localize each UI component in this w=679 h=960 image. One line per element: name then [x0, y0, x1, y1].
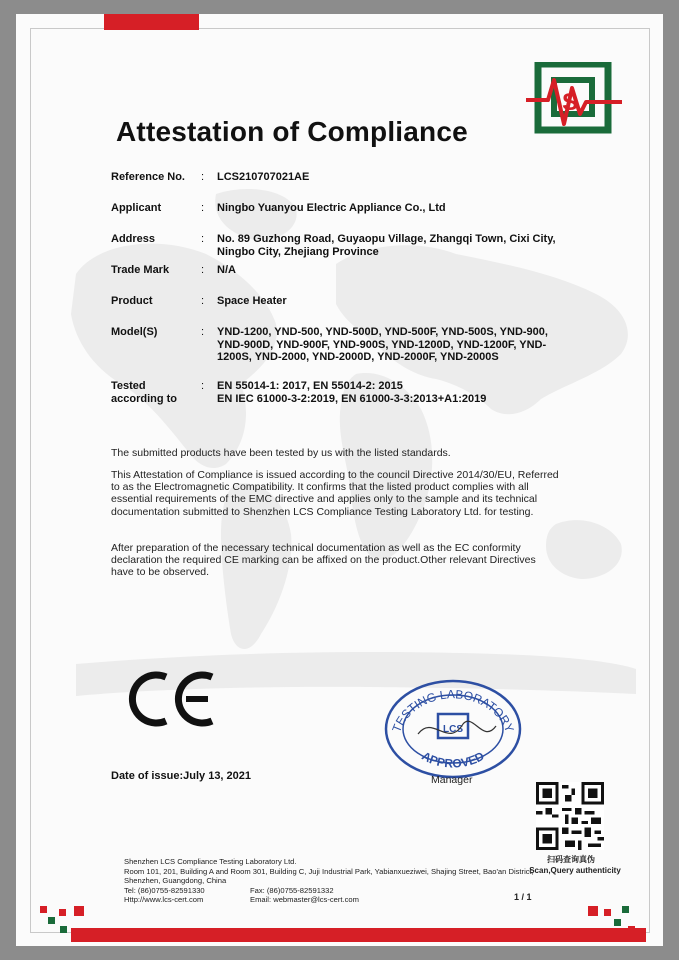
- lcs-logo: [524, 62, 624, 142]
- manager-label: Manager: [431, 774, 473, 786]
- qr-caption-en: Scan,Query authenticity: [529, 866, 621, 875]
- footer-web-line: [124, 895, 544, 905]
- field-colon: :: [201, 171, 205, 183]
- standard-line-2: EN IEC 61000-3-2:2019, EN 61000-3-3:2013+A1:2019: [217, 392, 487, 405]
- footer-phone-line: [124, 886, 544, 896]
- footer-website-link[interactable]: Http://www.lcs-cert.com: [124, 895, 204, 905]
- corner-square-red: [628, 926, 635, 933]
- field-value: YND-1200, YND-500, YND-500D, YND-500F, YND-500S, YND-900, YND-900D, YND-900F, YND-900S, YND-1200D, YND-1200F, YND-1200S, YND-2000, YND-2000D, YND-2000F, YND-2000S: [217, 326, 548, 363]
- field-value: [217, 380, 662, 405]
- field-colon: :: [201, 380, 205, 392]
- qr-code[interactable]: [536, 782, 604, 850]
- corner-square-red: [74, 906, 84, 916]
- paragraph-tested: The submitted products have been tested by us with the listed standards.: [111, 447, 451, 459]
- footer-company: Shenzhen LCS Compliance Testing Laboratory Ltd.: [124, 857, 297, 866]
- field-label: Reference No.: [111, 171, 185, 183]
- bottom-red-bar: [71, 928, 646, 942]
- footer-address: Room 101, 201, Building A and Room 301, Building C, Juji Industrial Park, Yabianxueziwei, Shajing Street, Bao'an District, Shenzhen, Guangdong, China: [124, 866, 534, 886]
- field-label: Trade Mark: [111, 264, 170, 276]
- page-number: 1 / 1: [514, 892, 532, 902]
- footer-email-link[interactable]: Email: webmaster@lcs-cert.com: [250, 895, 359, 905]
- corner-square-green: [60, 926, 67, 933]
- footer-fax: Fax: (86)0755-82591332: [250, 885, 334, 895]
- date-of-issue: Date of issue:July 13, 2021: [111, 770, 252, 782]
- approved-stamp: [378, 674, 528, 780]
- field-label: Tested according to: [111, 380, 178, 405]
- corner-square-red: [59, 909, 66, 916]
- field-colon: :: [201, 233, 205, 245]
- stamp-center-text: LCS: [443, 724, 463, 735]
- corner-square-green: [622, 906, 629, 913]
- field-colon: :: [201, 326, 205, 338]
- logo-letter-s: S: [562, 89, 579, 116]
- paragraph-directive: This Attestation of Compliance is issued according to the council Directive 2014/30/EU, Referred to as the Electromagnetic Compatibility. It confirms that the listed product complies with all essential requirements of the EMC directive and applies only to the sample and its technical documentation submitted to Shenzhen LCS Compliance Testing Laboratory Ltd. for testing.: [111, 469, 559, 518]
- corner-square-red: [604, 909, 611, 916]
- footer-tel: Tel: (86)0755-82591330: [124, 885, 205, 895]
- paragraph-ce-marking: After preparation of the necessary technical documentation as well as the EC conformity declaration the required CE marking can be affixed on the product.Other relevant Directives have to be observed.: [111, 542, 536, 579]
- field-value: LCS210707021AE: [217, 171, 310, 183]
- footer-contact: [124, 857, 544, 905]
- stamp-top-text: TESTING LABORATORY: [389, 687, 517, 735]
- field-label: Product: [111, 295, 153, 307]
- field-label: Model(S): [111, 326, 158, 338]
- corner-square-red: [40, 906, 47, 913]
- ce-mark-logo: [128, 669, 218, 729]
- qr-caption-cn: 扫码查询真伪: [547, 855, 595, 864]
- document-title: Attestation of Compliance: [116, 116, 468, 147]
- certificate-page: [16, 14, 663, 946]
- field-value: Space Heater: [217, 295, 287, 307]
- field-value: No. 89 Guzhong Road, Guyaopu Village, Zhangqi Town, Cixi City, Ningbo City, Zhejiang Province: [217, 233, 556, 258]
- field-label: Address: [111, 233, 156, 245]
- field-colon: :: [201, 264, 205, 276]
- corner-square-red: [588, 906, 598, 916]
- field-colon: :: [201, 202, 205, 214]
- corner-square-green: [48, 917, 55, 924]
- field-label: Applicant: [111, 202, 162, 214]
- stamp-bottom-text: APPROVED: [419, 748, 487, 771]
- field-colon: :: [201, 295, 205, 307]
- field-value: Ningbo Yuanyou Electric Appliance Co., Ltd: [217, 202, 446, 214]
- corner-square-green: [614, 919, 621, 926]
- standard-line-1: EN 55014-1: 2017, EN 55014-2: 2015: [217, 380, 403, 392]
- field-value: N/A: [217, 264, 236, 276]
- top-red-bar: [104, 14, 199, 30]
